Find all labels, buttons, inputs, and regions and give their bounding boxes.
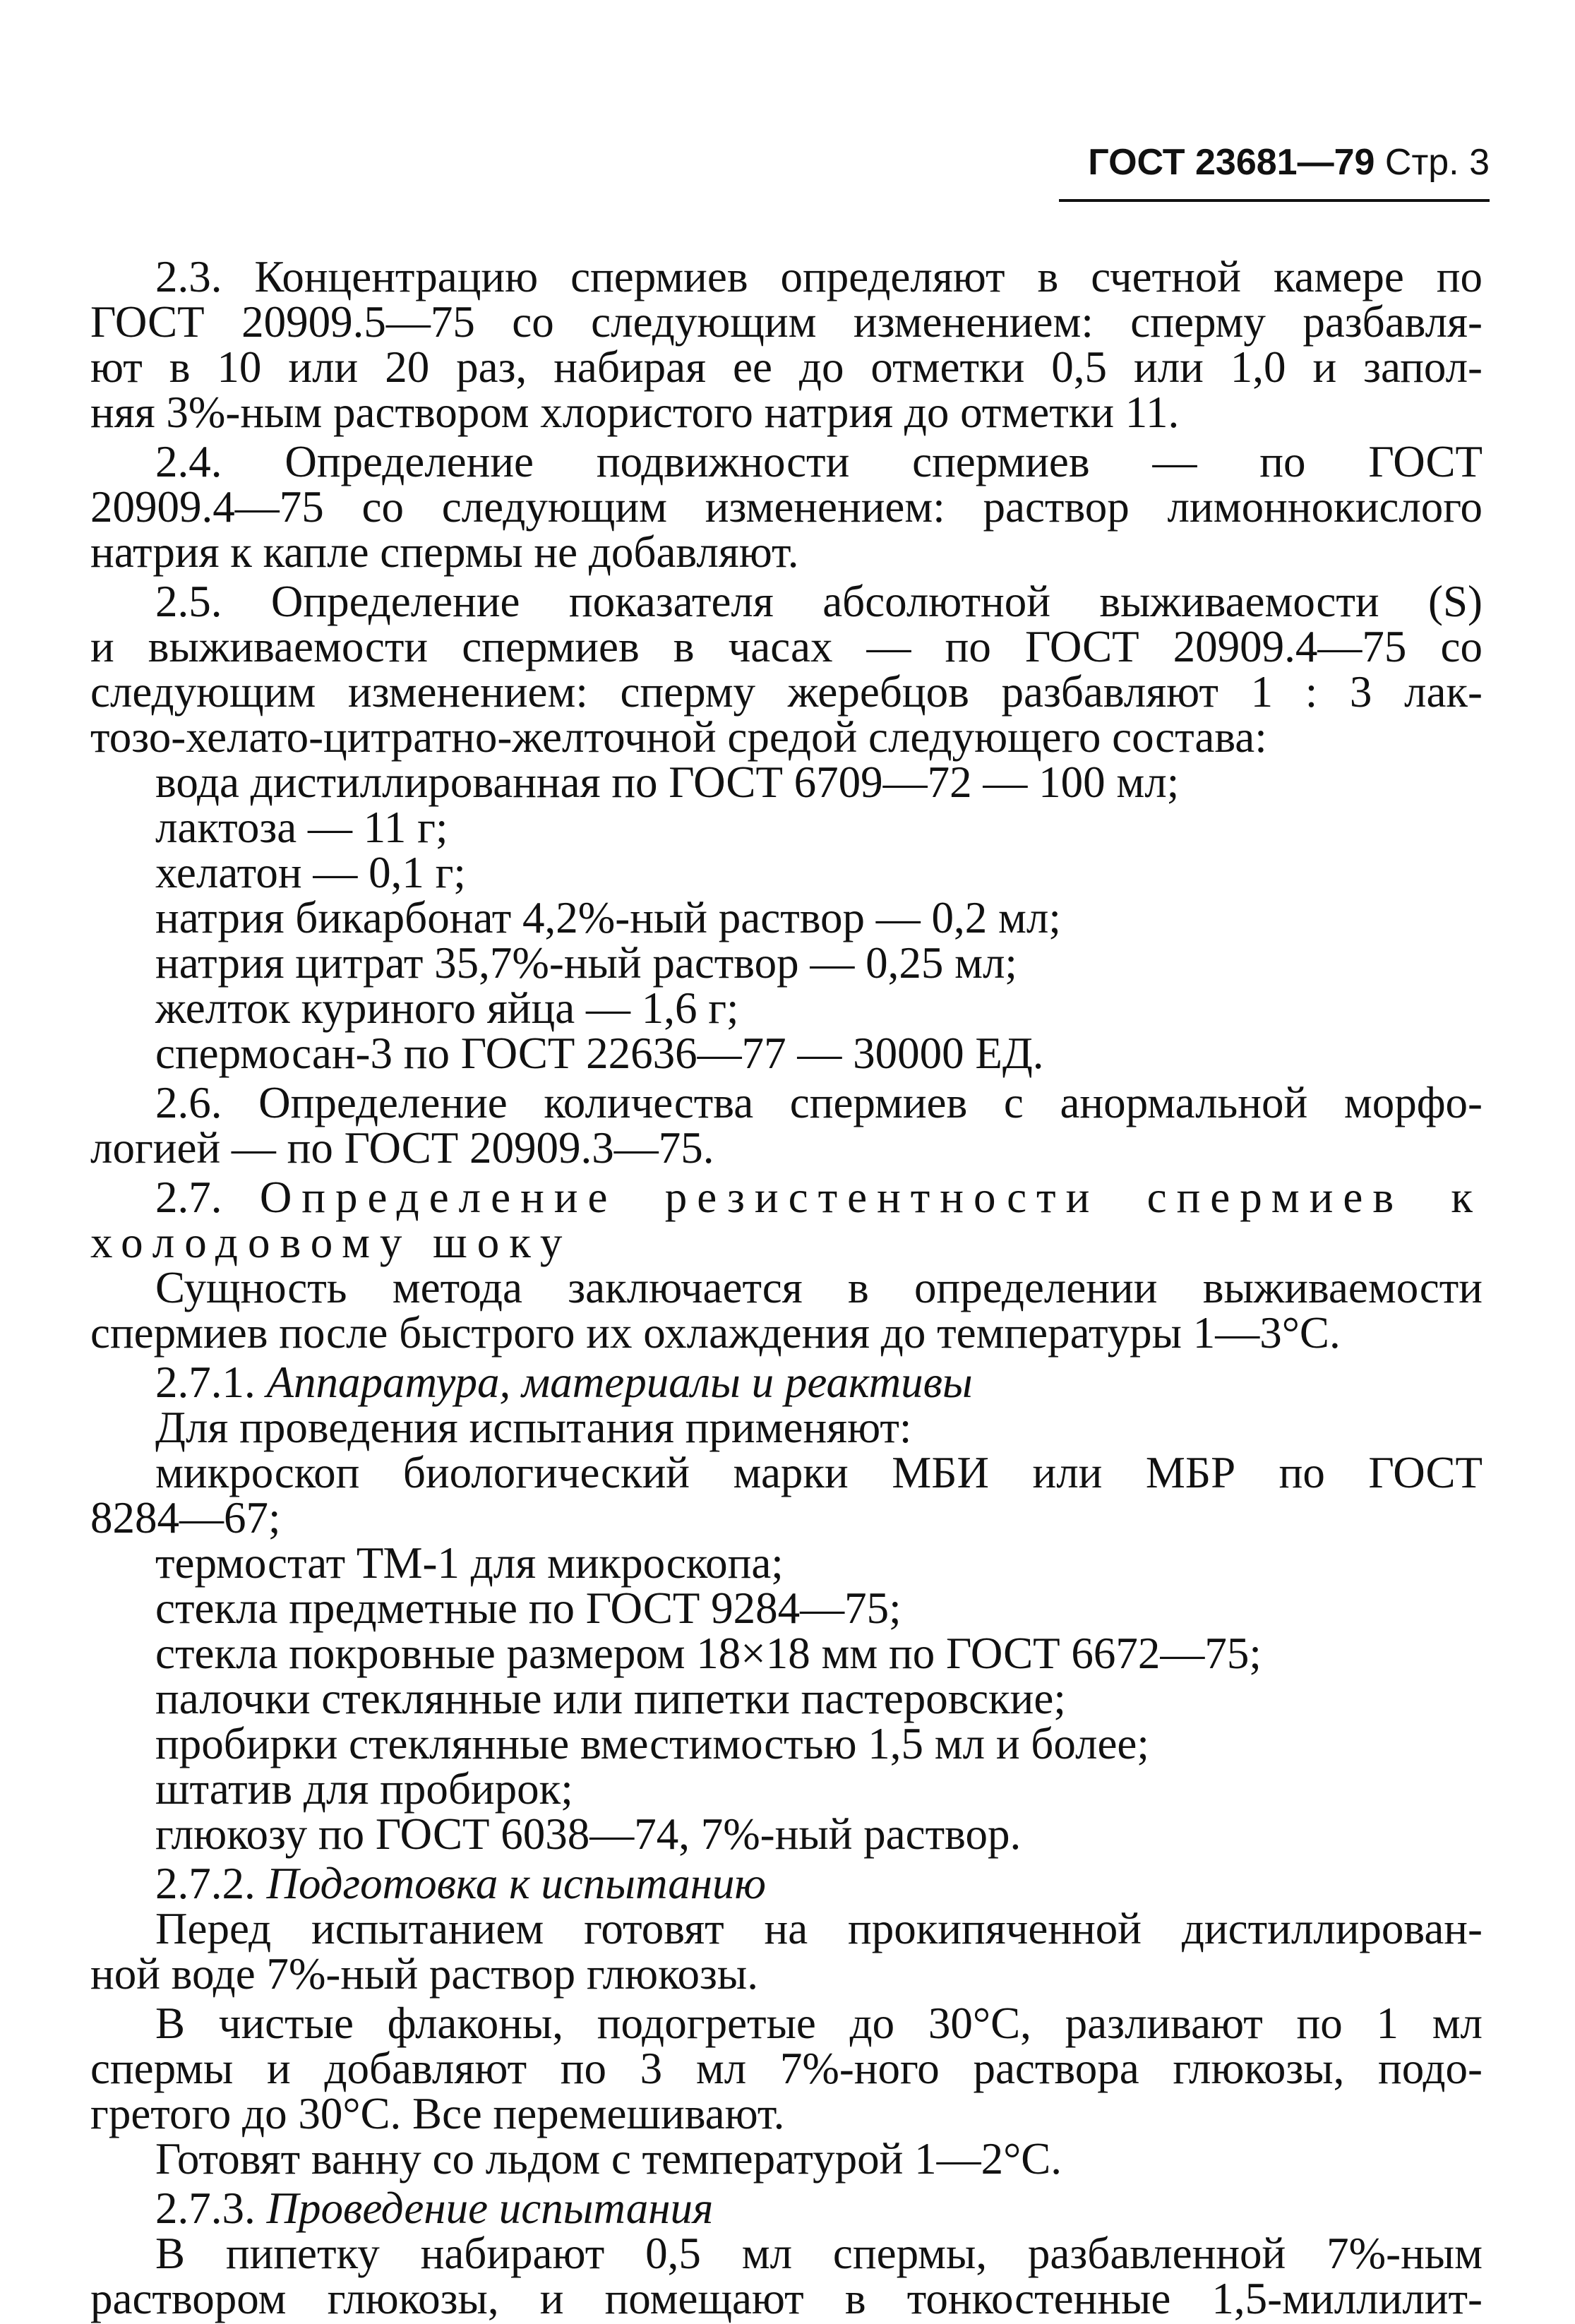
composition-item: лактоза — 11 г;	[155, 803, 448, 852]
text-line: логией — по ГОСТ 20909.3—75.	[90, 1123, 714, 1173]
text-line: спермиев после быстрого их охлаждения до температуры 1—3°С.	[90, 1308, 1341, 1358]
text-line: ной воде 7%-ный раствор глюкозы.	[90, 1949, 758, 1999]
text-line: и выживаемости спермиев в часах — по ГОСТ 20909.4—75 со	[90, 622, 1483, 671]
text-line: ют в 10 или 20 раз, набирая ее до отметки 0,5 или 1,0 и запол-	[90, 342, 1483, 392]
page-header	[1052, 141, 1490, 184]
text-line: В пипетку набирают 0,5 мл спермы, разбавленной 7%-ным	[155, 2229, 1483, 2278]
section-2-4	[90, 439, 1483, 575]
text-line: В чистые флаконы, подогретые до 30°С, разливают по 1 мл	[155, 1999, 1483, 2048]
composition-item: хелатон — 0,1 г;	[155, 848, 466, 897]
text-line: спермы и добавляют по 3 мл 7%-ного раствора глюкозы, подо-	[90, 2044, 1483, 2093]
composition-item: натрия цитрат 35,7%-ный раствор — 0,25 мл;	[155, 938, 1017, 988]
section-2-7	[90, 1173, 1483, 1358]
section-2-7-2	[90, 1859, 1483, 2184]
equipment-item: стекла предметные по ГОСТ 9284—75;	[155, 1583, 902, 1633]
equipment-item: пробирки стеклянные вместимостью 1,5 мл и более;	[155, 1719, 1149, 1768]
text-line: 2.4. Определение подвижности спермиев — по ГОСТ	[155, 437, 1483, 486]
equipment-item: термостат ТМ-1 для микроскопа;	[155, 1538, 784, 1588]
document-body	[90, 254, 1483, 2321]
section-number: 2.7.2.	[155, 1859, 256, 1908]
subsection-title-text: Аппаратура, материалы и реактивы	[266, 1358, 973, 1407]
subsection-title-text: Подготовка к испытанию	[266, 1859, 766, 1908]
section-2-3	[90, 254, 1483, 435]
text-line: няя 3%-ным раствором хлористого натрия до отметки 11.	[90, 388, 1180, 437]
text-line: 2.3. Концентрацию спермиев определяют в счетной камере по	[155, 252, 1483, 301]
text-line: Сущность метода заключается в определении выживаемости	[155, 1263, 1483, 1312]
subsection-title	[90, 1861, 1483, 1906]
text-line: тозо-хелато-цитратно-желточной средой следующего состава:	[90, 712, 1267, 762]
page-number: Стр. 3	[1384, 142, 1490, 183]
section-title	[90, 1175, 1483, 1220]
section-number: 2.7.	[155, 1173, 222, 1222]
text-line: гретого до 30°С. Все перемешивают.	[90, 2089, 785, 2138]
section-2-6	[90, 1078, 1483, 1173]
section-number: 2.7.1.	[155, 1358, 256, 1407]
equipment-item: микроскоп биологический марки МБИ или МБР по ГОСТ	[155, 1448, 1483, 1497]
section-title-text: холодовому шоку	[90, 1218, 573, 1267]
equipment-item: палочки стеклянные или пипетки пастеровские;	[155, 1674, 1066, 1723]
equipment-item: штатив для пробирок;	[155, 1764, 573, 1814]
text-line: раствором глюкозы, и помещают в тонкостенные 1,5-миллилит-	[90, 2274, 1483, 2323]
text-line: натрия к капле спермы не добавляют.	[90, 527, 799, 577]
section-title-text: Определение резистентности спермиев к	[259, 1173, 1483, 1222]
composition-item: желток куриного яйца — 1,6 г;	[155, 983, 739, 1033]
subsection-title	[90, 1360, 1483, 1405]
text-line: 20909.4—75 со следующим изменением: раствор лимоннокислого	[90, 482, 1483, 532]
subsection-title-text: Проведение испытания	[266, 2184, 714, 2233]
text-line: Для проведения испытания применяют:	[155, 1403, 912, 1452]
text-line: Перед испытанием готовят на прокипяченной дистиллирован-	[155, 1904, 1483, 1953]
text-line: Готовят ванну со льдом с температурой 1—2°С.	[155, 2134, 1062, 2184]
subsection-title	[90, 2186, 1483, 2231]
text-line: 2.5. Определение показателя абсолютной выживаемости (S)	[155, 577, 1483, 626]
text-line: 2.6. Определение количества спермиев с анормальной морфо-	[155, 1078, 1483, 1127]
equipment-item: глюкозу по ГОСТ 6038—74, 7%-ный раствор.	[155, 1809, 1022, 1859]
standard-number: ГОСТ 23681—79	[1088, 142, 1375, 183]
equipment-item: стекла покровные размером 18×18 мм по ГОСТ 6672—75;	[155, 1629, 1262, 1678]
composition-item: вода дистиллированная по ГОСТ 6709—72 — 100 мл;	[155, 757, 1180, 807]
text-line: следующим изменением: сперму жеребцов разбавляют 1 : 3 лак-	[90, 667, 1483, 717]
composition-item: спермосан-3 по ГОСТ 22636—77 — 30000 ЕД.	[155, 1029, 1044, 1078]
section-2-7-1	[90, 1360, 1483, 1857]
composition-item: натрия бикарбонат 4,2%-ный раствор — 0,2 мл;	[155, 893, 1061, 942]
header-rule	[1059, 199, 1490, 202]
equipment-item: 8284—67;	[90, 1493, 281, 1543]
section-number: 2.7.3.	[155, 2184, 256, 2233]
section-2-7-3	[90, 2186, 1483, 2321]
section-2-5	[90, 579, 1483, 1076]
text-line: ГОСТ 20909.5—75 со следующим изменением: сперму разбавля-	[90, 297, 1483, 347]
